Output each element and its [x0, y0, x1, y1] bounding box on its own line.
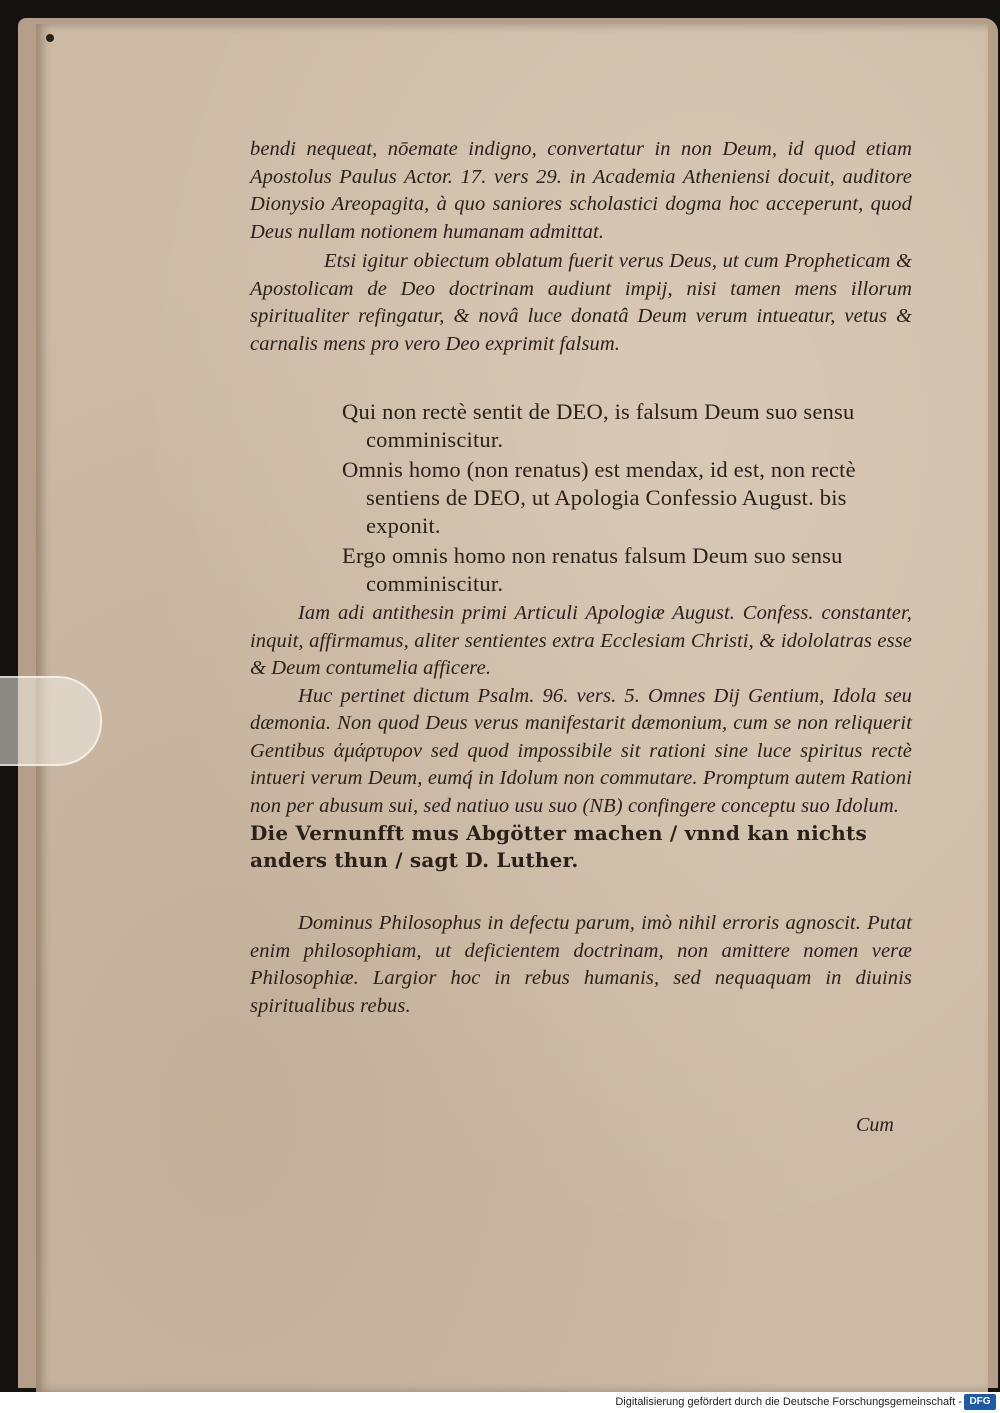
- syllogism-block: [250, 398, 912, 598]
- paragraph-3: Iam adi antithesin primi Articuli Apologiæ August. Confess. constanter, inquit, affirmamus, aliter sentientes extra Ecclesiam Christi, & idololatras esse & Deum contumelia afficere.: [250, 602, 912, 679]
- paragraph-2: Etsi igitur obiectum oblatum fuerit verus Deus, ut cum Propheticam & Apostolicam de Deo doctrinam audiunt impij, nisi tamen mens illorum spiritualiter refingatur, & novâ luce donatâ Deum verum intueatur, vetus & carnalis mens pro vero Deo exprimit falsum.: [250, 250, 912, 355]
- bookmark-tab: [0, 676, 102, 766]
- page-text: [250, 136, 912, 1020]
- luther-quote: Die Vernunfft mus Abgötter machen / vnnd kan nichts anders thun / sagt D. Luther.: [250, 821, 867, 872]
- catchword: Cum: [856, 1114, 894, 1136]
- dfg-logo: DFG: [964, 1394, 996, 1410]
- footer-credit: Digitalisierung gefördert durch die Deutsche Forschungsgemeinschaft -: [615, 1396, 962, 1408]
- paragraph-1: bendi nequeat, nōemate indigno, convertatur in non Deum, id quod etiam Apostolus Paulus Actor. 17. vers 29. in Academia Atheniensi docuit, auditore Dionysio Areopagita, à quo saniores scholastici dogma hoc acceperunt, quod Deus nullam notionem humanam admittat.: [250, 138, 912, 243]
- paragraph-6: Dominus Philosophus in defectu parum, imò nihil erroris agnoscit. Putat enim philosophiam, ut deficientem doctrinam, non amittere nomen veræ Philosophiæ. Largior hoc in rebus humanis, sed nequaquam in diuinis spiritualibus rebus.: [250, 912, 912, 1017]
- page-corner-mark: [46, 34, 54, 42]
- paragraph-4: Huc pertinet dictum Psalm. 96. vers. 5. Omnes Dij Gentium, Idola seu dæmonia. Non quod Deus verus manifestarit dæmonium, cum se non reliquerit Gentibus ἀμάρτυρον sed quod impossibile sit rationi sine luce spiritus rectè intueri verum Deum, eumq́ in Idolum non commutare. Promptum autem Rationi non per abusum sui, sed natiuo usu suo (NB) confingere conceptu suo Idolum.: [250, 684, 912, 817]
- syllogism-major: Qui non rectè sentit de DEO, is falsum Deum suo sensu comminiscitur.: [342, 399, 855, 452]
- syllogism-conclusion: Ergo omnis homo non renatus falsum Deum suo sensu comminiscitur.: [342, 543, 843, 596]
- syllogism-minor: Omnis homo (non renatus) est mendax, id est, non rectè sentiens de DEO, ut Apologia Confessio August. bis exponit.: [342, 457, 856, 538]
